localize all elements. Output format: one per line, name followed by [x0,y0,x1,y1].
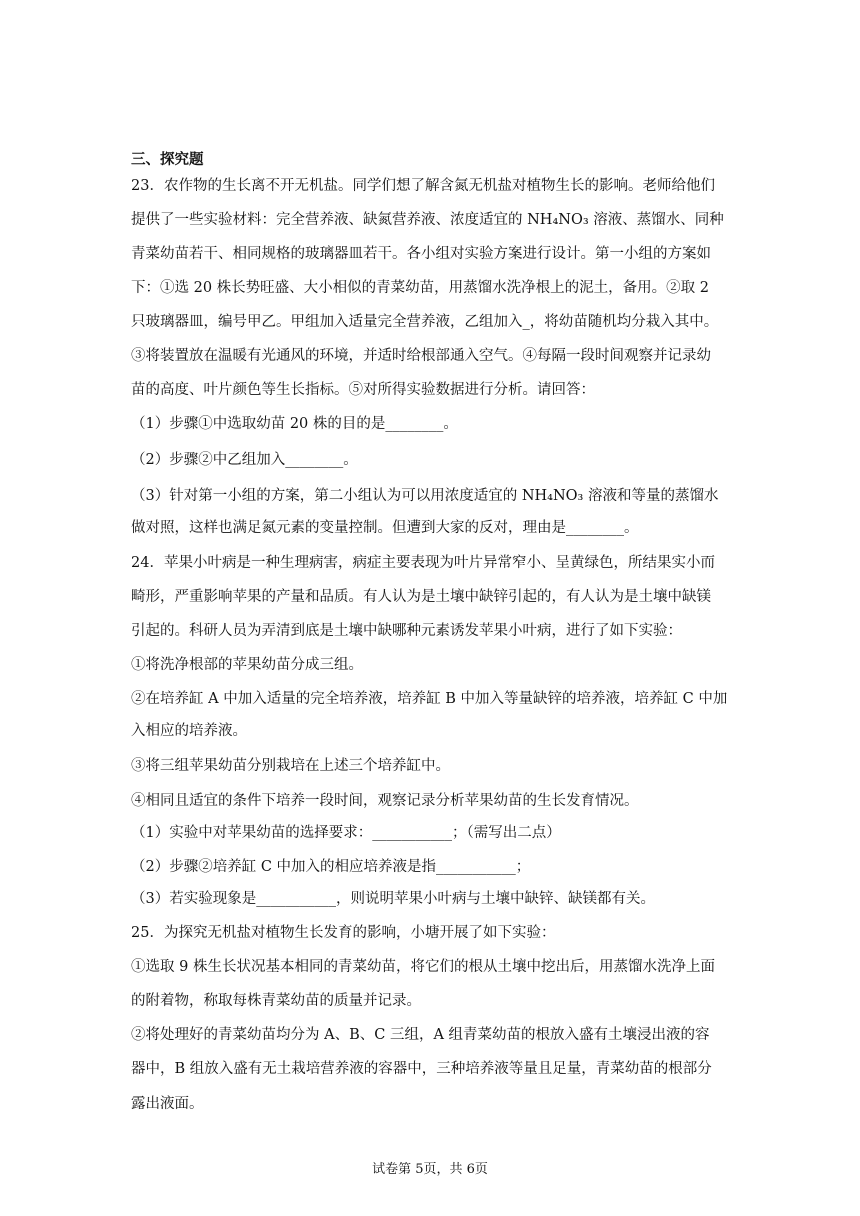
text-line: 入相应的培养液。 [131,723,247,739]
section-heading: 三、探究题 [131,151,204,168]
text-line: 苗的高度、叶片颜色等生长指标。⑤对所得实验数据进行分析。请回答： [131,382,595,398]
text-line: ①选取 9 株生长状况基本相同的青菜幼苗，将它们的根从土壤中挖出后，用蒸馏水洗净上面 [131,959,715,975]
text-line: ③将三组苹果幼苗分别栽培在上述三个培养缸中。 [131,758,450,774]
text-line: （1）步骤①中选取幼苗 20 株的目的是________。 [131,416,458,432]
text-line: （3）针对第一小组的方案，第二小组认为可以用浓度适宜的 NH₄NO₃ 溶液和等量的蒸馏水 [131,488,719,504]
text-line: 提供了一些实验材料：完全营养液、缺氮营养液、浓度适宜的 NH₄NO₃ 溶液、蒸馏水、同种 [131,212,724,228]
text-line: 做对照，这样也满足氮元素的变量控制。但遭到大家的反对，理由是________。 [131,520,639,536]
text-line: 器中，B 组放入盛有无土栽培营养液的容器中，三种培养液等量且足量，青菜幼苗的根部分 [131,1061,712,1077]
page-footer: 试卷第 5页，共 6页 [372,1162,488,1177]
text-line: 24．苹果小叶病是一种生理病害，病症主要表现为叶片异常窄小、呈黄绿色，所结果实小而 [131,555,715,571]
text-line: （2）步骤②中乙组加入________。 [131,452,358,468]
text-line: ①将洗净根部的苹果幼苗分成三组。 [131,657,363,673]
text-line: 露出液面。 [131,1096,204,1112]
text-line: ④相同且适宜的条件下培养一段时间，观察记录分析苹果幼苗的生长发育情况。 [131,793,639,809]
text-line: （1）实验中对苹果幼苗的选择要求：___________；（需写出二点） [131,825,561,841]
text-line: ②在培养缸 A 中加入适量的完全培养液，培养缸 B 中加入等量缺锌的培养液，培养缸 C 中加 [131,691,728,707]
text-line: 的附着物，称取每株青菜幼苗的质量并记录。 [131,993,421,1009]
text-line: 25．为探究无机盐对植物生长发育的影响，小塘开展了如下实验： [131,925,556,941]
text-line: 只玻璃器皿，编号甲乙。甲组加入适量完全营养液，乙组加入_，将幼苗随机均分栽入其中。 [131,314,719,330]
text-line: ③将装置放在温暖有光通风的环境，并适时给根部通入空气。④每隔一段时间观察并记录幼 [131,348,711,364]
text-line: 青菜幼苗若干、相同规格的玻璃器皿若干。各小组对实验方案进行设计。第一小组的方案如 [131,246,711,262]
text-line: （2）步骤②培养缸 C 中加入的相应培养液是指___________； [131,859,531,875]
text-line: 引起的。科研人员为弄清到底是土壤中缺哪种元素诱发苹果小叶病，进行了如下实验： [131,623,682,639]
text-line: 23．农作物的生长离不开无机盐。同学们想了解含氮无机盐对植物生长的影响。老师给他们 [131,178,715,194]
text-line: 畸形，严重影响苹果的产量和品质。有人认为是土壤中缺锌引起的，有人认为是土壤中缺镁 [131,589,711,605]
text-line: 下：①选 20 株长势旺盛、大小相似的青菜幼苗，用蒸馏水洗净根上的泥土，备用。②取 2 [131,280,709,296]
text-line: ②将处理好的青菜幼苗均分为 A、B、C 三组，A 组青菜幼苗的根放入盛有土壤浸出液的容 [131,1027,710,1043]
text-line: （3）若实验现象是___________，则说明苹果小叶病与土壤中缺锌、缺镁都有关。 [131,891,655,907]
